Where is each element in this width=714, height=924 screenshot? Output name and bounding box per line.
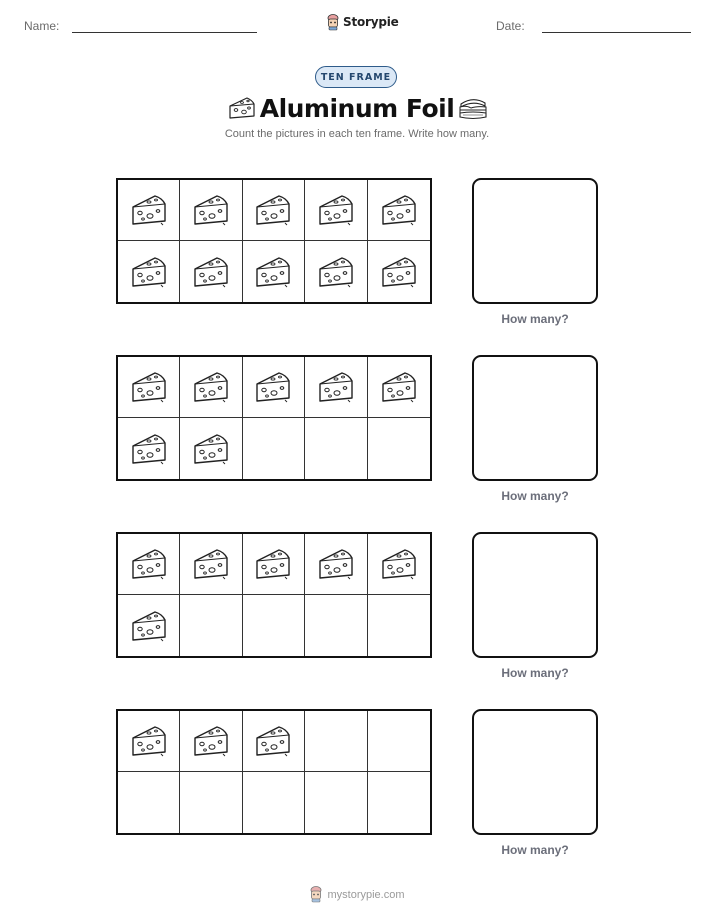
- ten-frame-cell: [180, 241, 242, 302]
- how-many-label-1: How many?: [501, 312, 569, 326]
- cheese-icon: [253, 723, 293, 759]
- how-many-label-2: How many?: [501, 489, 569, 503]
- ten-frame-cell: [305, 534, 367, 595]
- cheese-icon: [316, 546, 356, 582]
- cheese-icon: [191, 431, 231, 467]
- ten-frame-cell: [180, 595, 242, 656]
- cheese-icon: [129, 546, 169, 582]
- cheese-icon: [379, 254, 419, 290]
- ten-frame-cell: [118, 595, 180, 656]
- ten-frame-cell: [305, 772, 367, 833]
- storypie-mascot-icon: [309, 886, 323, 903]
- cheese-icon: [316, 192, 356, 228]
- title-row: [0, 92, 714, 126]
- ten-frame-cell: [180, 418, 242, 479]
- ten-frame-4: [116, 709, 432, 835]
- date-label: Date:: [496, 19, 525, 33]
- ten-frame-cell: [243, 180, 305, 241]
- ten-frame-cell: [118, 534, 180, 595]
- ten-frame-cell: [305, 180, 367, 241]
- answer-box-4[interactable]: [472, 709, 598, 835]
- ten-frame-cell: [305, 595, 367, 656]
- cheese-icon: [379, 192, 419, 228]
- cheese-icon: [191, 546, 231, 582]
- ten-frame-1: [116, 178, 432, 304]
- cheese-icon: [316, 369, 356, 405]
- ten-frame-cell: [368, 418, 430, 479]
- ten-frame-cell: [305, 711, 367, 772]
- how-many-label-3: How many?: [501, 666, 569, 680]
- cheese-icon: [129, 254, 169, 290]
- ten-frame-badge: TEN FRAME: [315, 66, 397, 88]
- ten-frame-2: [116, 355, 432, 481]
- footer: [0, 886, 714, 903]
- ten-frame-cell: [243, 357, 305, 418]
- brand-name: Storypie: [343, 15, 399, 29]
- ten-frame-cell: [118, 180, 180, 241]
- cheese-icon: [253, 369, 293, 405]
- ten-frame-cell: [305, 241, 367, 302]
- ten-frame-cell: [118, 711, 180, 772]
- cheese-icon: [129, 723, 169, 759]
- ten-frame-cell: [368, 357, 430, 418]
- ten-frame-cell: [368, 595, 430, 656]
- ten-frame-cell: [180, 711, 242, 772]
- ten-frame-cell: [118, 357, 180, 418]
- ten-frame-cell: [243, 534, 305, 595]
- ten-frame-cell: [180, 180, 242, 241]
- answer-box-1[interactable]: [472, 178, 598, 304]
- cheese-icon: [191, 723, 231, 759]
- storypie-mascot-icon: [326, 14, 340, 31]
- ten-frame-cell: [180, 357, 242, 418]
- footer-url: mystorypie.com: [327, 888, 405, 901]
- name-label: Name:: [24, 19, 60, 33]
- cheese-icon: [129, 192, 169, 228]
- cheese-icon: [379, 369, 419, 405]
- instructions: Count the pictures in each ten frame. Write how many.: [224, 128, 490, 140]
- page-title: Aluminum Foil: [259, 94, 455, 123]
- ten-frame-cell: [243, 595, 305, 656]
- answer-box-3[interactable]: [472, 532, 598, 658]
- cheese-icon: [191, 192, 231, 228]
- ten-frame-cell: [368, 534, 430, 595]
- ten-frame-cell: [368, 772, 430, 833]
- ten-frame-cell: [368, 711, 430, 772]
- ten-frame-cell: [243, 418, 305, 479]
- cheese-icon: [129, 369, 169, 405]
- ten-frame-cell: [180, 772, 242, 833]
- cheese-icon: [129, 608, 169, 644]
- ten-frame-cell: [243, 711, 305, 772]
- cheese-icon: [253, 192, 293, 228]
- sandwich-icon: [457, 94, 489, 122]
- ten-frame-cell: [305, 357, 367, 418]
- ten-frame-cell: [305, 418, 367, 479]
- cheese-icon: [253, 254, 293, 290]
- cheese-icon: [129, 431, 169, 467]
- how-many-label-4: How many?: [501, 843, 569, 857]
- ten-frame-cell: [243, 772, 305, 833]
- ten-frame-3: [116, 532, 432, 658]
- brand-logo: [326, 12, 399, 32]
- cheese-icon: [253, 546, 293, 582]
- ten-frame-cell: [118, 772, 180, 833]
- ten-frame-cell: [118, 241, 180, 302]
- date-line[interactable]: [542, 32, 691, 33]
- cheese-icon: [191, 369, 231, 405]
- answer-box-2[interactable]: [472, 355, 598, 481]
- ten-frame-cell: [368, 241, 430, 302]
- ten-frame-cell: [368, 180, 430, 241]
- cheese-icon: [191, 254, 231, 290]
- cheese-icon: [379, 546, 419, 582]
- ten-frame-cell: [243, 241, 305, 302]
- ten-frame-cell: [118, 418, 180, 479]
- name-line[interactable]: [72, 32, 257, 33]
- cheese-icon: [316, 254, 356, 290]
- ten-frame-cell: [180, 534, 242, 595]
